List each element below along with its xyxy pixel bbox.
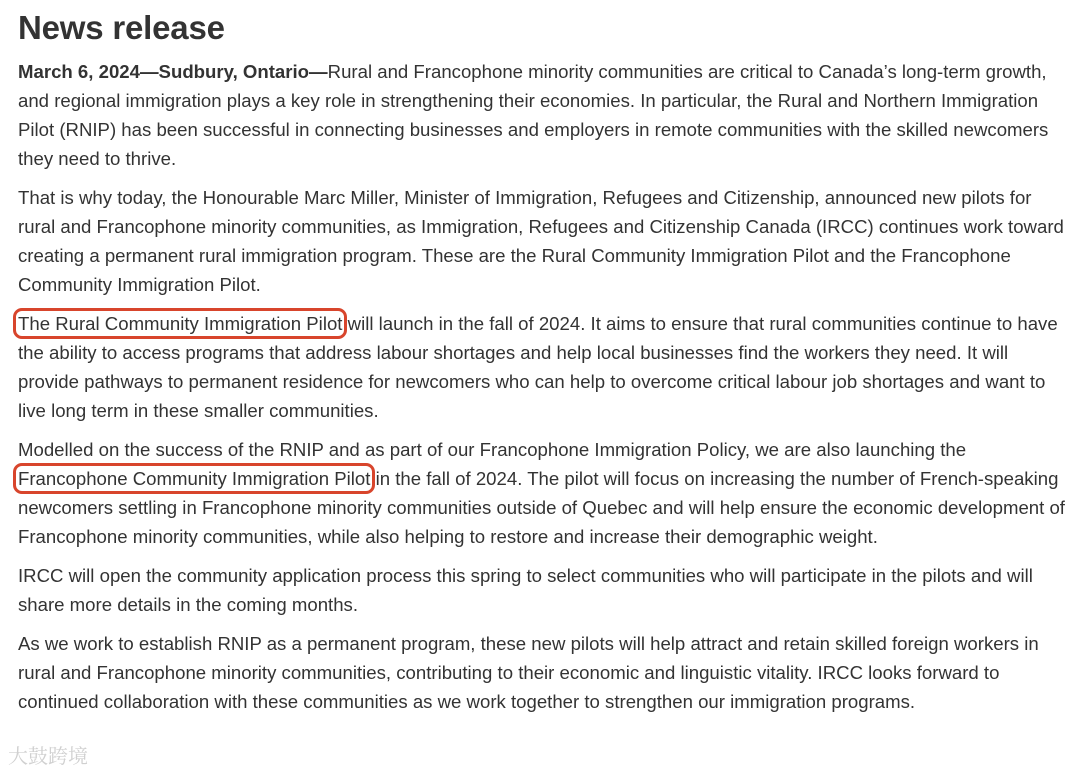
dateline: March 6, 2024—Sudbury, Ontario— (18, 61, 328, 82)
paragraph-application-process: IRCC will open the community application process this spring to select communities who will participate in the pilots and will share more details in the coming months. (18, 565, 1033, 615)
page-title: News release (18, 9, 225, 46)
paragraph-intro (18, 57, 1068, 173)
news-release-article (18, 6, 1068, 726)
paragraph-permanent-program: As we work to establish RNIP as a permanent program, these new pilots will help attract and retain skilled foreign workers in rural and Francophone minority communities, contributing to their economic and linguistic vitality. IRCC looks forward to continued collaboration with these communities as we work together to strengthen our immigration programs. (18, 633, 1039, 712)
highlight-francophone-pilot: Francophone Community Immigration Pilot (18, 468, 371, 489)
paragraph-intro-text: Rural and Francophone minority communities are critical to Canada’s long-term growth, and regional immigration plays a key role in strengthening their economies. In particular, the Rural and Northern Immigration Pilot (RNIP) has been successful in connecting businesses and employers in remote communities with the skilled newcomers they need to thrive. (18, 61, 1049, 169)
paragraph-announcement: That is why today, the Honourable Marc Miller, Minister of Immigration, Refugees and Citizenship, announced new pilots for rural and Francophone minority communities, as Immigration, Refugees and Citizenship Canada (IRCC) continues work toward creating a permanent rural immigration program. These are the Rural Community Immigration Pilot and the Francophone Community Immigration Pilot. (18, 187, 1064, 295)
paragraph-francophone-pilot (18, 435, 1068, 551)
paragraph-francophone-pilot-lead: Modelled on the success of the RNIP and as part of our Francophone Immigration Policy, we are also launching the (18, 439, 967, 460)
highlight-rural-pilot: The Rural Community Immigration Pilot (18, 313, 343, 334)
paragraph-rural-pilot-text: will launch in the fall of 2024. It aims to ensure that rural communities continue to have the ability to access programs that address labour shortages and help local businesses find the workers they need. It will provide pathways to permanent residence for newcomers who can help to overcome critical labour job shortages and want to live long term in these smaller communities. (18, 313, 1058, 421)
watermark: 大鼓跨境 (8, 744, 88, 768)
paragraph-francophone-pilot-text: in the fall of 2024. The pilot will focus on increasing the number of French-speaking newcomers settling in Francophone minority communities outside of Quebec and will help ensure the economic development of Francophone minority communities, while also helping to restore and increase their demographic weight. (18, 468, 1065, 547)
paragraph-rural-pilot (18, 309, 1068, 425)
